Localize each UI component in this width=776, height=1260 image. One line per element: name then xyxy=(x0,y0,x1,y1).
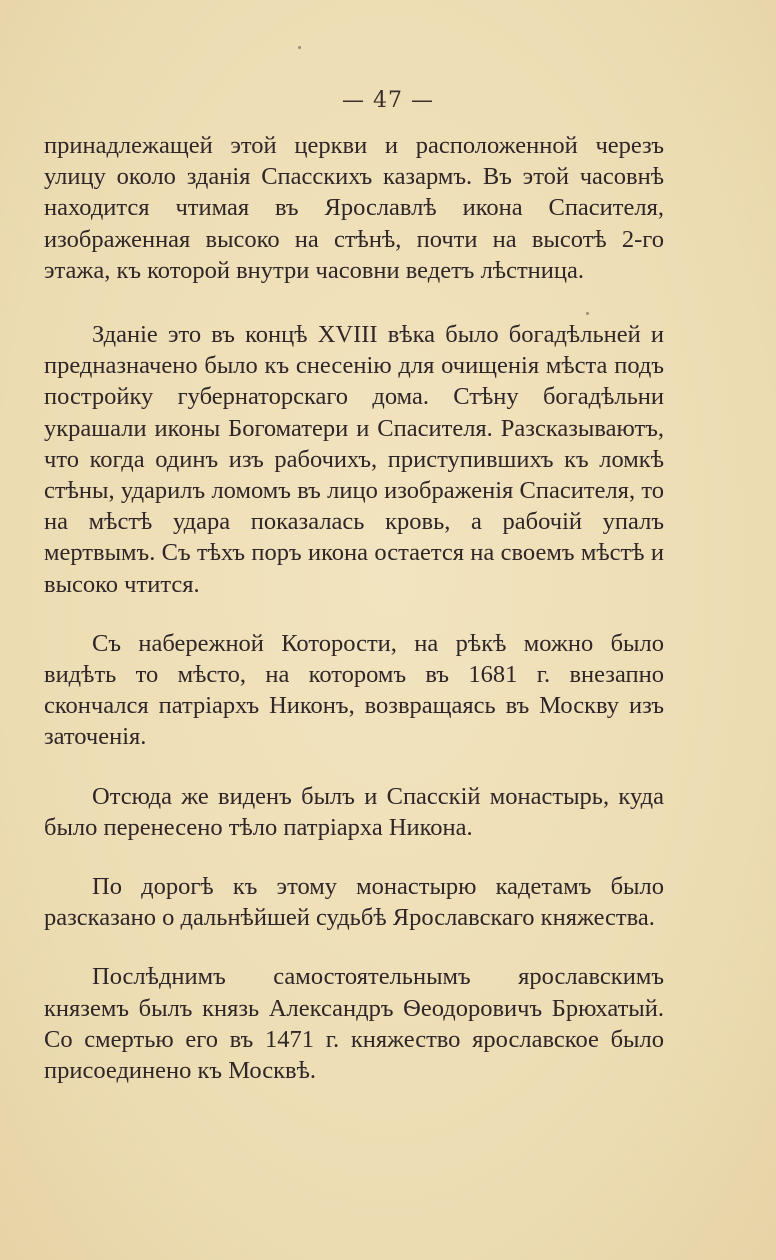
page-text xyxy=(44,130,664,1114)
paragraph-4: Отсюда же виденъ былъ и Спасскій монастырь, куда было перенесено тѣло патріарха Никона. xyxy=(44,782,664,841)
paragraph-5: По дорогѣ къ этому монастырю кадетамъ было разсказано о дальнѣйшей судьбѣ Ярославскаго княжества. xyxy=(44,873,664,932)
paragraph-3: Съ набережной Которости, на рѣкѣ можно было видѣть то мѣсто, на которомъ въ 1681 г. внезапно скончался патріархъ Никонъ, возвращаясь въ Москву изъ заточенія. xyxy=(44,629,664,751)
paper-speck xyxy=(298,46,301,49)
page-number: — 47 — xyxy=(342,88,434,113)
paragraph-2: Зданіе это въ концѣ XVIII вѣка было богадѣльней и предназначено было къ снесенію для очищенія мѣста подъ постройку губернаторскаго дома. Стѣну богадѣльни украшали иконы Богоматери и Спасителя. Разсказываютъ, что когда одинъ изъ рабочихъ, приступившихъ къ ломкѣ стѣны, ударилъ ломомъ въ лицо изображенія Спасителя, то на мѣстѣ удара показалась кровь, а рабочій упалъ мертвымъ. Съ тѣхъ поръ икона остается на своемъ мѣстѣ и высоко чтится. xyxy=(44,321,664,598)
paragraph-1: принадлежащей этой церкви и расположенной черезъ улицу около зданія Спасскихъ казармъ. Въ этой часовнѣ находится чтимая въ Ярославлѣ икона Спасителя, изображенная высоко на стѣнѣ, почти на высотѣ 2-го этажа, къ которой внутри часовни ведетъ лѣстница. xyxy=(44,132,664,284)
paragraph-6: Послѣднимъ самостоятельнымъ ярославскимъ княземъ былъ князь Александръ Ѳеодоровичъ Брюхатый. Со смертью его въ 1471 г. княжество ярославское было присоединено къ Москвѣ. xyxy=(44,963,664,1085)
